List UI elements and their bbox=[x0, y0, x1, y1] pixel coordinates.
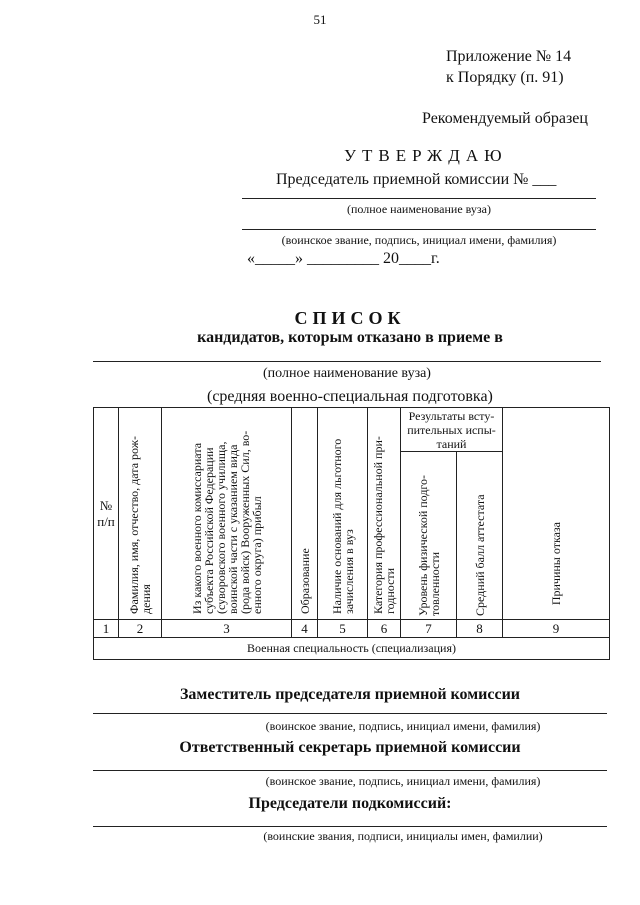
secretary-title: Ответственный секретарь приемной комиссии bbox=[179, 739, 521, 756]
list-title: СПИСОК bbox=[294, 308, 406, 328]
column-numbers-row bbox=[94, 620, 610, 638]
header-number: № п/п bbox=[94, 408, 119, 620]
university-caption: (полное наименование вуза) bbox=[347, 202, 491, 216]
column-number: 7 bbox=[401, 620, 457, 638]
appendix-line-2: к Порядку (п. 91) bbox=[446, 69, 564, 86]
column-number: 5 bbox=[318, 620, 368, 638]
signature-line bbox=[242, 229, 596, 230]
column-number: 3 bbox=[162, 620, 292, 638]
column-number: 6 bbox=[368, 620, 401, 638]
column-number: 1 bbox=[94, 620, 119, 638]
column-number: 8 bbox=[457, 620, 503, 638]
header-origin: Из какого военного комиссариата субъекта Российской Федерации (суворовского военного училища, воинской части с указанием вида (рода войск) Вооруженных Сил, во- енного округа) прибыл bbox=[189, 430, 264, 614]
secretary-caption: (воинское звание, подпись, инициал имени, фамилия) bbox=[265, 774, 541, 788]
page-number: 51 bbox=[313, 12, 327, 27]
appendix-reference bbox=[446, 46, 571, 88]
column-number: 4 bbox=[292, 620, 318, 638]
training-type: (средняя военно-специальная подготовка) bbox=[207, 388, 493, 405]
approval-chairman: Председатель приемной комиссии № ___ bbox=[276, 171, 557, 188]
column-number: 2 bbox=[119, 620, 162, 638]
university-line bbox=[242, 198, 596, 199]
column-number: 9 bbox=[503, 620, 610, 638]
approval-title: УТВЕРЖДАЮ bbox=[344, 146, 508, 165]
header-average-grade: Средний балл аттестата bbox=[472, 493, 487, 616]
header-preferential-grounds: Наличие оснований для льготного зачисления в вуз bbox=[329, 438, 356, 614]
signature-caption: (воинское звание, подпись, инициал имени, фамилия) bbox=[281, 233, 557, 247]
header-education: Образование bbox=[297, 547, 312, 614]
secretary-line bbox=[93, 770, 607, 771]
deputy-title: Заместитель председателя приемной комиссии bbox=[179, 686, 520, 703]
approval-date: «_____» _________ 20____г. bbox=[247, 250, 440, 267]
list-university-line bbox=[93, 361, 601, 362]
candidates-table bbox=[93, 407, 610, 660]
appendix-line-1: Приложение № 14 bbox=[446, 48, 572, 65]
list-subtitle: кандидатов, которым отказано в приеме в bbox=[197, 329, 503, 346]
header-physical-fitness: Уровень физической подго- товленности bbox=[415, 474, 442, 616]
recommended-sample-label: Рекомендуемый образец bbox=[422, 110, 588, 127]
header-full-name: Фамилия, имя, отчество, дата рож- дения bbox=[127, 435, 153, 614]
header-professional-category: Категория профессиональной при- годности bbox=[371, 435, 397, 614]
subcommittee-line bbox=[93, 826, 607, 827]
deputy-line bbox=[93, 713, 607, 714]
deputy-caption: (воинское звание, подпись, инициал имени, фамилия) bbox=[265, 719, 541, 733]
header-exam-results: Результаты всту- пительных испы- таний bbox=[401, 408, 503, 452]
subcommittee-caption: (воинские звания, подписи, инициалы имен, фамилии) bbox=[263, 829, 543, 843]
specialty-row: Военная специальность (специализация) bbox=[94, 638, 610, 660]
list-university-caption: (полное наименование вуза) bbox=[263, 366, 431, 381]
subcommittee-title: Председатели подкомиссий: bbox=[248, 795, 452, 812]
header-refusal-reasons: Причины отказа bbox=[549, 521, 563, 606]
